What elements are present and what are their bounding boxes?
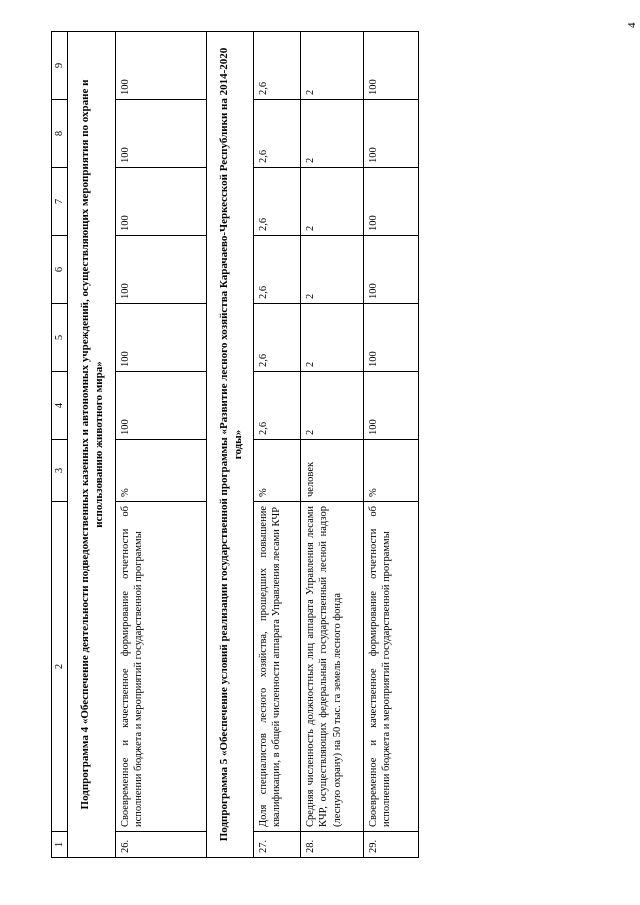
value-cell: 2 [301, 304, 364, 372]
page-number: 4 [626, 22, 638, 28]
value-cell: 2 [301, 32, 364, 100]
value-cell: 2,6 [254, 168, 301, 236]
value-cell: 100 [364, 168, 419, 236]
header-cell: 8 [52, 100, 68, 168]
header-cell: 2 [52, 502, 68, 832]
value-cell: 2 [301, 168, 364, 236]
value-cell: 100 [364, 236, 419, 304]
value-cell: 2,6 [254, 236, 301, 304]
value-cell: 100 [115, 32, 206, 100]
header-row [52, 32, 68, 858]
indicators-table [51, 31, 419, 858]
subprogram-5-title: Подпрограмма 5 «Обеспечение условий реализации государственной программы «Развитие лесного хозяйства Карачаево-Черкесской Республики на 2014-2020 годы» [206, 32, 254, 858]
header-cell: 1 [52, 832, 68, 858]
value-cell: 100 [115, 236, 206, 304]
indicator-name: Своевременное и качественное формирование отчетности об исполнении бюджета и мероприятий государственной программы [115, 502, 206, 832]
rotated-table-container [51, 32, 637, 858]
table-row [254, 32, 301, 858]
row-number: 26. [115, 832, 206, 858]
indicator-name: Доля специалистов лесного хозяйства, прошедших повышение квалификации, в общей численности аппарата Управления лесами КЧР [254, 502, 301, 832]
unit-cell: % [115, 440, 206, 502]
value-cell: 2,6 [254, 304, 301, 372]
value-cell: 100 [115, 304, 206, 372]
subprogram-4-title: Подпрограмма 4 «Обеспечение деятельности подведомственных казенных и автономных учреждений, осуществляющих мероприятия по охране и использованию животного мира» [68, 32, 116, 858]
header-cell: 4 [52, 372, 68, 440]
value-cell: 100 [115, 372, 206, 440]
indicator-name: Средняя численность должностных лиц аппарата Управления лесами КЧР, осуществляющих федеральный государственный лесной надзор (лесную охрану) на 50 тыс. га земель лесного фонда [301, 502, 364, 832]
indicator-name: Своевременное и качественное формирование отчетности об исполнении бюджета и мероприятий государственной программы [364, 502, 419, 832]
value-cell: 2,6 [254, 372, 301, 440]
value-cell: 2 [301, 236, 364, 304]
row-number: 27. [254, 832, 301, 858]
table-row [364, 32, 419, 858]
table-row [301, 32, 364, 858]
unit-cell: человек [301, 440, 364, 502]
value-cell: 100 [364, 32, 419, 100]
header-cell: 6 [52, 236, 68, 304]
unit-cell: % [254, 440, 301, 502]
header-cell: 3 [52, 440, 68, 502]
unit-cell: % [364, 440, 419, 502]
header-cell: 9 [52, 32, 68, 100]
value-cell: 2,6 [254, 100, 301, 168]
header-cell: 5 [52, 304, 68, 372]
value-cell: 2,6 [254, 32, 301, 100]
row-number: 29. [364, 832, 419, 858]
value-cell: 100 [115, 100, 206, 168]
value-cell: 100 [364, 372, 419, 440]
header-cell: 7 [52, 168, 68, 236]
value-cell: 100 [364, 100, 419, 168]
value-cell: 2 [301, 372, 364, 440]
value-cell: 100 [364, 304, 419, 372]
subprogram-4-row [68, 32, 116, 858]
subprogram-5-row [206, 32, 254, 858]
value-cell: 2 [301, 100, 364, 168]
table-row [115, 32, 206, 858]
value-cell: 100 [115, 168, 206, 236]
row-number: 28. [301, 832, 364, 858]
